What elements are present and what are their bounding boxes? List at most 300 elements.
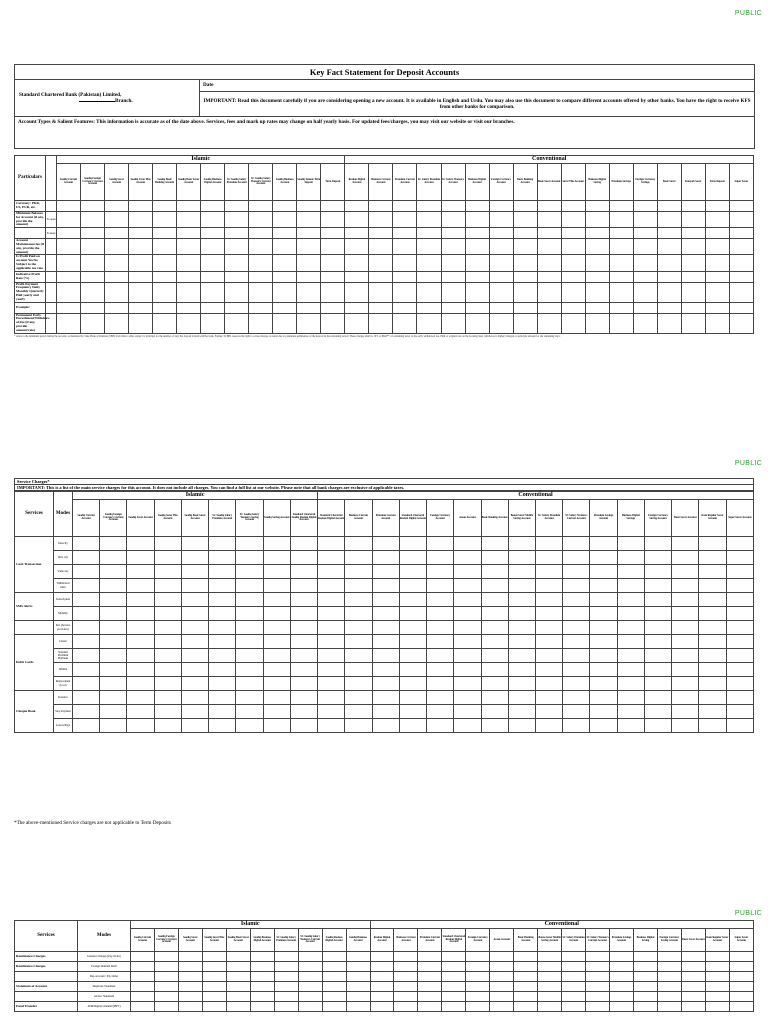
value-cell: ·	[127, 635, 154, 649]
value-cell: ·	[209, 691, 236, 705]
value-cell: ·	[563, 621, 590, 635]
value-cell: ·	[537, 313, 561, 333]
account-column-header: Saadiq Saver Account	[127, 500, 154, 537]
value-cell: ·	[131, 1002, 155, 1012]
value-cell: ·	[617, 579, 644, 593]
value-cell: ·	[209, 621, 236, 635]
value-cell: ·	[263, 635, 290, 649]
table-row	[15, 649, 754, 663]
account-column-header: Asaan Account	[454, 500, 481, 537]
value-cell: ·	[585, 201, 609, 212]
value-cell: ·	[263, 551, 290, 565]
value-cell: ·	[201, 201, 225, 212]
value-cell: ·	[81, 228, 105, 239]
value-cell: ·	[369, 239, 393, 255]
value-cell: ·	[427, 649, 454, 663]
value-cell: ·	[73, 691, 100, 705]
value-cell: ·	[372, 649, 399, 663]
value-cell: ·	[394, 972, 418, 982]
value-cell: ·	[726, 621, 753, 635]
account-column-header: Saadiq Islamic Term Deposit	[297, 164, 321, 201]
value-cell: ·	[81, 255, 105, 271]
value-cell: ·	[372, 719, 399, 733]
value-cell: ·	[100, 565, 127, 579]
value-cell: ·	[508, 663, 535, 677]
value-cell: ·	[236, 677, 263, 691]
value-cell: ·	[454, 607, 481, 621]
value-cell: ·	[153, 302, 177, 313]
value-cell: ·	[590, 579, 617, 593]
value-cell: ·	[657, 952, 681, 962]
value-cell: ·	[427, 579, 454, 593]
account-column-header: Saadiq Business Digital Account	[250, 929, 274, 952]
value-cell: ·	[81, 201, 105, 212]
value-cell: ·	[100, 649, 127, 663]
value-cell: ·	[729, 992, 753, 1002]
value-cell: ·	[399, 565, 426, 579]
value-cell: ·	[153, 212, 177, 228]
value-cell: ·	[537, 239, 561, 255]
table-row	[15, 962, 754, 972]
value-cell: ·	[345, 282, 369, 302]
value-cell: ·	[699, 635, 726, 649]
row-mode	[46, 282, 57, 302]
value-cell: ·	[672, 593, 699, 607]
value-cell: ·	[657, 962, 681, 972]
value-cell: ·	[209, 663, 236, 677]
value-cell: ·	[644, 719, 671, 733]
value-cell: ·	[154, 719, 181, 733]
value-cell: ·	[226, 1002, 250, 1012]
particulars-header: Particulars	[15, 156, 46, 201]
value-cell: ·	[634, 962, 658, 972]
value-cell: ·	[345, 565, 372, 579]
value-cell: ·	[514, 962, 538, 972]
account-column-header: Saadiq Current Account	[73, 500, 100, 537]
value-cell: ·	[454, 537, 481, 551]
value-cell: ·	[274, 982, 298, 992]
value-cell: ·	[298, 992, 322, 1002]
value-cell: ·	[274, 992, 298, 1002]
value-cell: ·	[729, 255, 753, 271]
account-column-header: Saadiq Business Digital Account	[201, 164, 225, 201]
value-cell: ·	[705, 992, 729, 1002]
value-cell: ·	[513, 313, 537, 333]
value-cell: ·	[490, 982, 514, 992]
value-cell: ·	[538, 952, 562, 962]
value-cell: ·	[490, 1002, 514, 1012]
value-cell: ·	[466, 1002, 490, 1012]
value-cell: ·	[508, 677, 535, 691]
value-cell: ·	[225, 271, 249, 282]
table-row	[15, 992, 754, 1002]
value-cell: ·	[393, 302, 417, 313]
value-cell: ·	[321, 282, 345, 302]
value-cell: ·	[610, 952, 634, 962]
value-cell: ·	[154, 565, 181, 579]
row-label	[15, 972, 78, 982]
value-cell: ·	[393, 239, 417, 255]
value-cell: ·	[236, 607, 263, 621]
value-cell: ·	[481, 565, 508, 579]
account-column-header: Business Current Account	[394, 929, 418, 952]
value-cell: ·	[657, 271, 681, 282]
account-column-header: Term Deposit	[705, 164, 729, 201]
value-cell: ·	[489, 239, 513, 255]
value-cell: ·	[236, 621, 263, 635]
islamic-group-header: Islamic	[73, 492, 318, 500]
value-cell: ·	[372, 607, 399, 621]
value-cell: ·	[153, 282, 177, 302]
value-cell: ·	[178, 982, 202, 992]
value-cell: ·	[249, 302, 273, 313]
value-cell: ·	[699, 649, 726, 663]
row-label: Fund Transfer	[15, 1002, 78, 1012]
table-row	[15, 201, 754, 212]
table-row	[15, 982, 754, 992]
value-cell: ·	[610, 992, 634, 1002]
value-cell: ·	[490, 992, 514, 1002]
value-cell: ·	[726, 551, 753, 565]
conventional-group-header: Conventional	[345, 156, 754, 164]
value-cell: ·	[726, 691, 753, 705]
value-cell: ·	[236, 635, 263, 649]
value-cell: ·	[441, 239, 465, 255]
value-cell: ·	[417, 271, 441, 282]
value-cell: ·	[372, 691, 399, 705]
value-cell: ·	[322, 1002, 346, 1012]
table-row	[15, 313, 754, 333]
value-cell: ·	[563, 565, 590, 579]
value-cell: ·	[57, 302, 81, 313]
value-cell: ·	[563, 719, 590, 733]
value-cell: ·	[590, 593, 617, 607]
value-cell: ·	[705, 302, 729, 313]
value-cell: ·	[100, 705, 127, 719]
value-cell: ·	[729, 1002, 753, 1012]
value-cell: ·	[290, 663, 317, 677]
account-column-header: Basic Saver Account	[537, 164, 561, 201]
value-cell: ·	[466, 982, 490, 992]
table-row	[15, 302, 754, 313]
value-cell: ·	[318, 593, 345, 607]
value-cell: ·	[537, 228, 561, 239]
value-cell: ·	[657, 239, 681, 255]
value-cell: ·	[153, 228, 177, 239]
value-cell: ·	[105, 313, 129, 333]
value-cell: ·	[590, 691, 617, 705]
value-cell: ·	[644, 621, 671, 635]
value-cell: ·	[633, 212, 657, 228]
value-cell: ·	[372, 621, 399, 635]
value-cell: ·	[699, 663, 726, 677]
value-cell: ·	[609, 271, 633, 282]
services-header: Services	[15, 492, 54, 537]
account-column-header: SC Saadiq Salary Women's Saving Account	[236, 500, 263, 537]
value-cell: ·	[535, 565, 562, 579]
value-cell: ·	[537, 282, 561, 302]
value-cell: ·	[454, 579, 481, 593]
value-cell: ·	[100, 719, 127, 733]
value-cell: ·	[644, 537, 671, 551]
value-cell: ·	[657, 972, 681, 982]
value-cell: ·	[481, 607, 508, 621]
value-cell: ·	[590, 705, 617, 719]
value-cell: ·	[672, 691, 699, 705]
value-cell: ·	[177, 282, 201, 302]
value-cell: ·	[318, 607, 345, 621]
value-cell: ·	[201, 282, 225, 302]
account-column-header: Business Current Account	[345, 500, 372, 537]
value-cell: ·	[127, 719, 154, 733]
value-cell: ·	[617, 607, 644, 621]
value-cell: ·	[561, 313, 585, 333]
value-cell: ·	[481, 705, 508, 719]
row-label: Indicative Profit Rate (%)	[15, 271, 46, 282]
conventional-group-header: Conventional	[370, 921, 753, 929]
value-cell: ·	[427, 691, 454, 705]
value-cell: ·	[672, 635, 699, 649]
value-cell: ·	[297, 282, 321, 302]
value-cell: ·	[681, 962, 705, 972]
row-label: Cash Transaction	[15, 537, 54, 593]
value-cell: ·	[634, 1002, 658, 1012]
row-label	[15, 621, 54, 635]
value-cell: ·	[201, 212, 225, 228]
value-cell: ·	[657, 302, 681, 313]
account-column-header: SC Salary Premium Account	[417, 164, 441, 201]
value-cell: ·	[535, 537, 562, 551]
value-cell: ·	[399, 719, 426, 733]
value-cell: ·	[57, 239, 81, 255]
value-cell: ·	[201, 271, 225, 282]
value-cell: ·	[202, 982, 226, 992]
value-cell: ·	[535, 607, 562, 621]
value-cell: ·	[465, 282, 489, 302]
value-cell: ·	[617, 565, 644, 579]
value-cell: ·	[181, 635, 208, 649]
table-row	[15, 677, 754, 691]
account-column-header: Business Digital Saving	[634, 929, 658, 952]
value-cell: ·	[609, 255, 633, 271]
value-cell: ·	[273, 228, 297, 239]
value-cell: ·	[617, 663, 644, 677]
value-cell: ·	[181, 649, 208, 663]
account-column-header: Standard Chartered Roshan Digital Account	[318, 500, 345, 537]
value-cell: ·	[297, 271, 321, 282]
value-cell: ·	[202, 992, 226, 1002]
value-cell: ·	[481, 719, 508, 733]
value-cell: ·	[100, 579, 127, 593]
value-cell: ·	[508, 607, 535, 621]
row-mode: Same day	[54, 565, 73, 579]
table-row	[15, 607, 754, 621]
row-mode: Intra city	[54, 551, 73, 565]
table-row	[15, 1002, 754, 1012]
value-cell: ·	[481, 635, 508, 649]
value-cell: ·	[427, 635, 454, 649]
modes-header: Modes	[78, 921, 131, 952]
value-cell: ·	[644, 691, 671, 705]
table-row	[15, 228, 754, 239]
value-cell: ·	[127, 593, 154, 607]
value-cell: ·	[290, 579, 317, 593]
value-cell: ·	[274, 972, 298, 982]
value-cell: ·	[181, 705, 208, 719]
value-cell: ·	[318, 649, 345, 663]
value-cell: ·	[154, 1002, 178, 1012]
value-cell: ·	[535, 579, 562, 593]
account-column-header: Bonus Saver Mobile Saving Account	[508, 500, 535, 537]
row-mode: To keep	[46, 228, 57, 239]
value-cell: ·	[633, 228, 657, 239]
value-cell: ·	[209, 537, 236, 551]
value-cell: ·	[154, 579, 181, 593]
value-cell: ·	[399, 663, 426, 677]
value-cell: ·	[699, 705, 726, 719]
row-mode: Dep Account / Pay Order	[78, 972, 131, 982]
value-cell: ·	[454, 621, 481, 635]
table-row	[15, 593, 754, 607]
row-mode: Standard Premium Platinum	[54, 649, 73, 663]
value-cell: ·	[657, 212, 681, 228]
value-cell: ·	[209, 635, 236, 649]
value-cell: ·	[105, 271, 129, 282]
value-cell: ·	[100, 593, 127, 607]
value-cell: ·	[417, 255, 441, 271]
value-cell: ·	[322, 992, 346, 1002]
value-cell: ·	[181, 593, 208, 607]
value-cell: ·	[617, 719, 644, 733]
value-cell: ·	[633, 201, 657, 212]
account-column-header: Saadiq Basic Banking Account	[153, 164, 177, 201]
value-cell: ·	[417, 302, 441, 313]
value-cell: ·	[699, 691, 726, 705]
value-cell: ·	[657, 982, 681, 992]
value-cell: ·	[372, 537, 399, 551]
value-cell: ·	[370, 952, 394, 962]
value-cell: ·	[250, 982, 274, 992]
value-cell: ·	[633, 282, 657, 302]
value-cell: ·	[154, 635, 181, 649]
value-cell: ·	[586, 962, 610, 972]
account-column-header: Business Digital Account	[465, 164, 489, 201]
value-cell: ·	[726, 719, 753, 733]
value-cell: ·	[154, 677, 181, 691]
value-cell: ·	[177, 271, 201, 282]
value-cell: ·	[644, 551, 671, 565]
value-cell: ·	[153, 239, 177, 255]
value-cell: ·	[236, 719, 263, 733]
value-cell: ·	[563, 705, 590, 719]
value-cell: ·	[610, 1002, 634, 1012]
value-cell: ·	[681, 972, 705, 982]
value-cell: ·	[393, 271, 417, 282]
value-cell: ·	[249, 282, 273, 302]
value-cell: ·	[563, 677, 590, 691]
value-cell: ·	[318, 621, 345, 635]
value-cell: ·	[508, 579, 535, 593]
value-cell: ·	[297, 239, 321, 255]
value-cell: ·	[699, 551, 726, 565]
value-cell: ·	[538, 982, 562, 992]
value-cell: ·	[225, 255, 249, 271]
value-cell: ·	[321, 201, 345, 212]
value-cell: ·	[209, 719, 236, 733]
value-cell: ·	[297, 201, 321, 212]
value-cell: ·	[617, 551, 644, 565]
service-charges-intro: Service Charges*	[15, 479, 754, 485]
value-cell: ·	[263, 691, 290, 705]
value-cell: ·	[73, 635, 100, 649]
value-cell: ·	[590, 565, 617, 579]
kfs-header-table	[14, 64, 755, 149]
value-cell: ·	[442, 992, 466, 1002]
value-cell: ·	[644, 663, 671, 677]
value-cell: ·	[225, 282, 249, 302]
services-header: Services	[15, 921, 78, 952]
date-label: Date	[200, 80, 755, 92]
public-label: PUBLIC	[734, 10, 762, 17]
value-cell: ·	[131, 952, 155, 962]
value-cell: ·	[297, 212, 321, 228]
value-cell: ·	[466, 992, 490, 1002]
value-cell: ·	[609, 201, 633, 212]
value-cell: ·	[442, 962, 466, 972]
value-cell: ·	[441, 302, 465, 313]
row-mode: Duplicate Statement	[78, 982, 131, 992]
value-cell: ·	[273, 255, 297, 271]
account-column-header: Saadiq Business Account	[346, 929, 370, 952]
value-cell: ·	[321, 302, 345, 313]
value-cell: ·	[657, 255, 681, 271]
value-cell: ·	[535, 621, 562, 635]
value-cell: ·	[154, 962, 178, 972]
value-cell: ·	[202, 962, 226, 972]
value-cell: ·	[127, 705, 154, 719]
value-cell: ·	[127, 649, 154, 663]
account-column-header: Basic Saver	[657, 164, 681, 201]
value-cell: ·	[681, 201, 705, 212]
value-cell: ·	[394, 962, 418, 972]
value-cell: ·	[617, 537, 644, 551]
value-cell: ·	[633, 255, 657, 271]
value-cell: ·	[346, 962, 370, 972]
value-cell: ·	[418, 972, 442, 982]
value-cell: ·	[705, 972, 729, 982]
value-cell: ·	[369, 201, 393, 212]
value-cell: ·	[345, 691, 372, 705]
value-cell: ·	[563, 635, 590, 649]
value-cell: ·	[318, 677, 345, 691]
value-cell: ·	[481, 593, 508, 607]
value-cell: ·	[609, 228, 633, 239]
kfs-page-1	[14, 64, 754, 339]
page-title: Key Fact Statement for Deposit Accounts	[15, 65, 755, 80]
value-cell: ·	[263, 621, 290, 635]
value-cell: ·	[345, 551, 372, 565]
value-cell: ·	[633, 313, 657, 333]
value-cell: ·	[535, 663, 562, 677]
value-cell: ·	[726, 705, 753, 719]
value-cell: ·	[644, 705, 671, 719]
value-cell: ·	[100, 551, 127, 565]
value-cell: ·	[399, 649, 426, 663]
value-cell: ·	[321, 271, 345, 282]
value-cell: ·	[345, 593, 372, 607]
value-cell: ·	[129, 302, 153, 313]
value-cell: ·	[513, 228, 537, 239]
